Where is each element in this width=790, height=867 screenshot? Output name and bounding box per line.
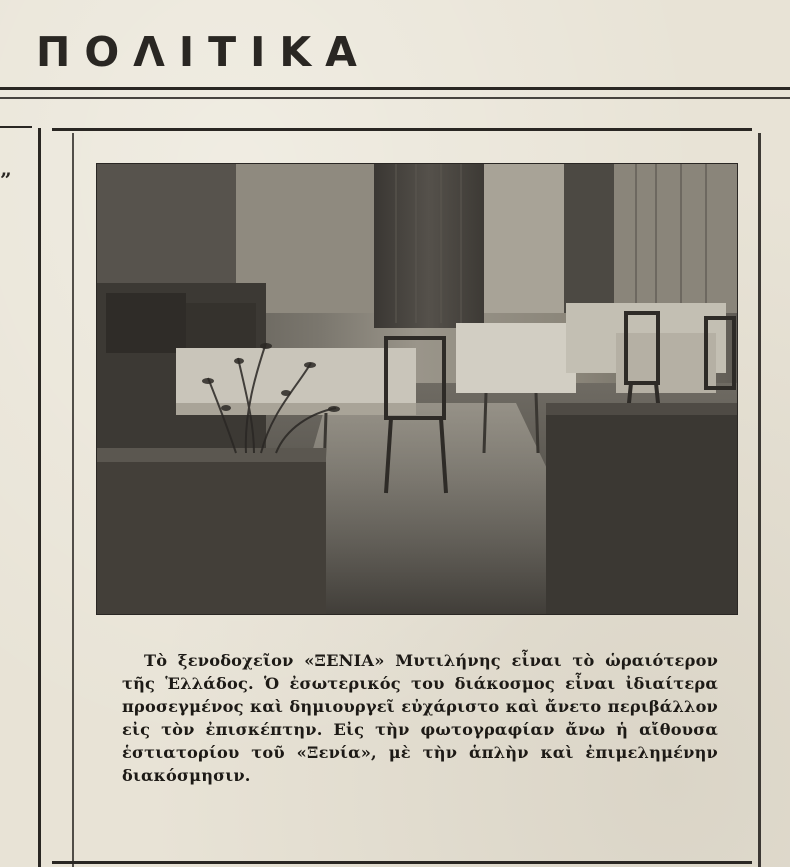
section-title: ΠΟΛΙΤΙΚΑ: [36, 28, 371, 76]
header-rule-secondary: [0, 97, 790, 99]
caption-text: Τὸ ξενοδοχεῖον «ΞΕΝΙΑ» Μυτιλήνης εἶναι τὸ ὡραιότερον τῆς Ἑλλάδος. Ὁ ἐσωτερικός του διάκοσμος εἶναι ἰδιαίτερα προσεγμένος καὶ δημιουργεῖ εὐχάριστο καὶ ἄνετο περιβάλλον εἰς τὸν ἐπισκέπτην. Εἰς τὴν φωτογραφίαν ἄνω ἡ αἴθουσα ἑστιατορίου τοῦ «Ξενία», μὲ τὴν ἁπλὴν καὶ ἐπιμελημένην διακόσμησιν.: [122, 651, 718, 785]
frame-rule-top: [52, 128, 752, 131]
restaurant-photo: [96, 163, 738, 615]
column-rule-left: [0, 126, 32, 128]
column-divider-inner: [72, 133, 74, 867]
frame-rule-bottom: [52, 861, 752, 864]
column-divider-right: [758, 133, 761, 867]
header-rule: [0, 87, 790, 90]
photo-caption: [122, 649, 718, 787]
adjacent-column-quote-mark: ”: [0, 168, 12, 192]
column-divider-left: [38, 128, 41, 867]
